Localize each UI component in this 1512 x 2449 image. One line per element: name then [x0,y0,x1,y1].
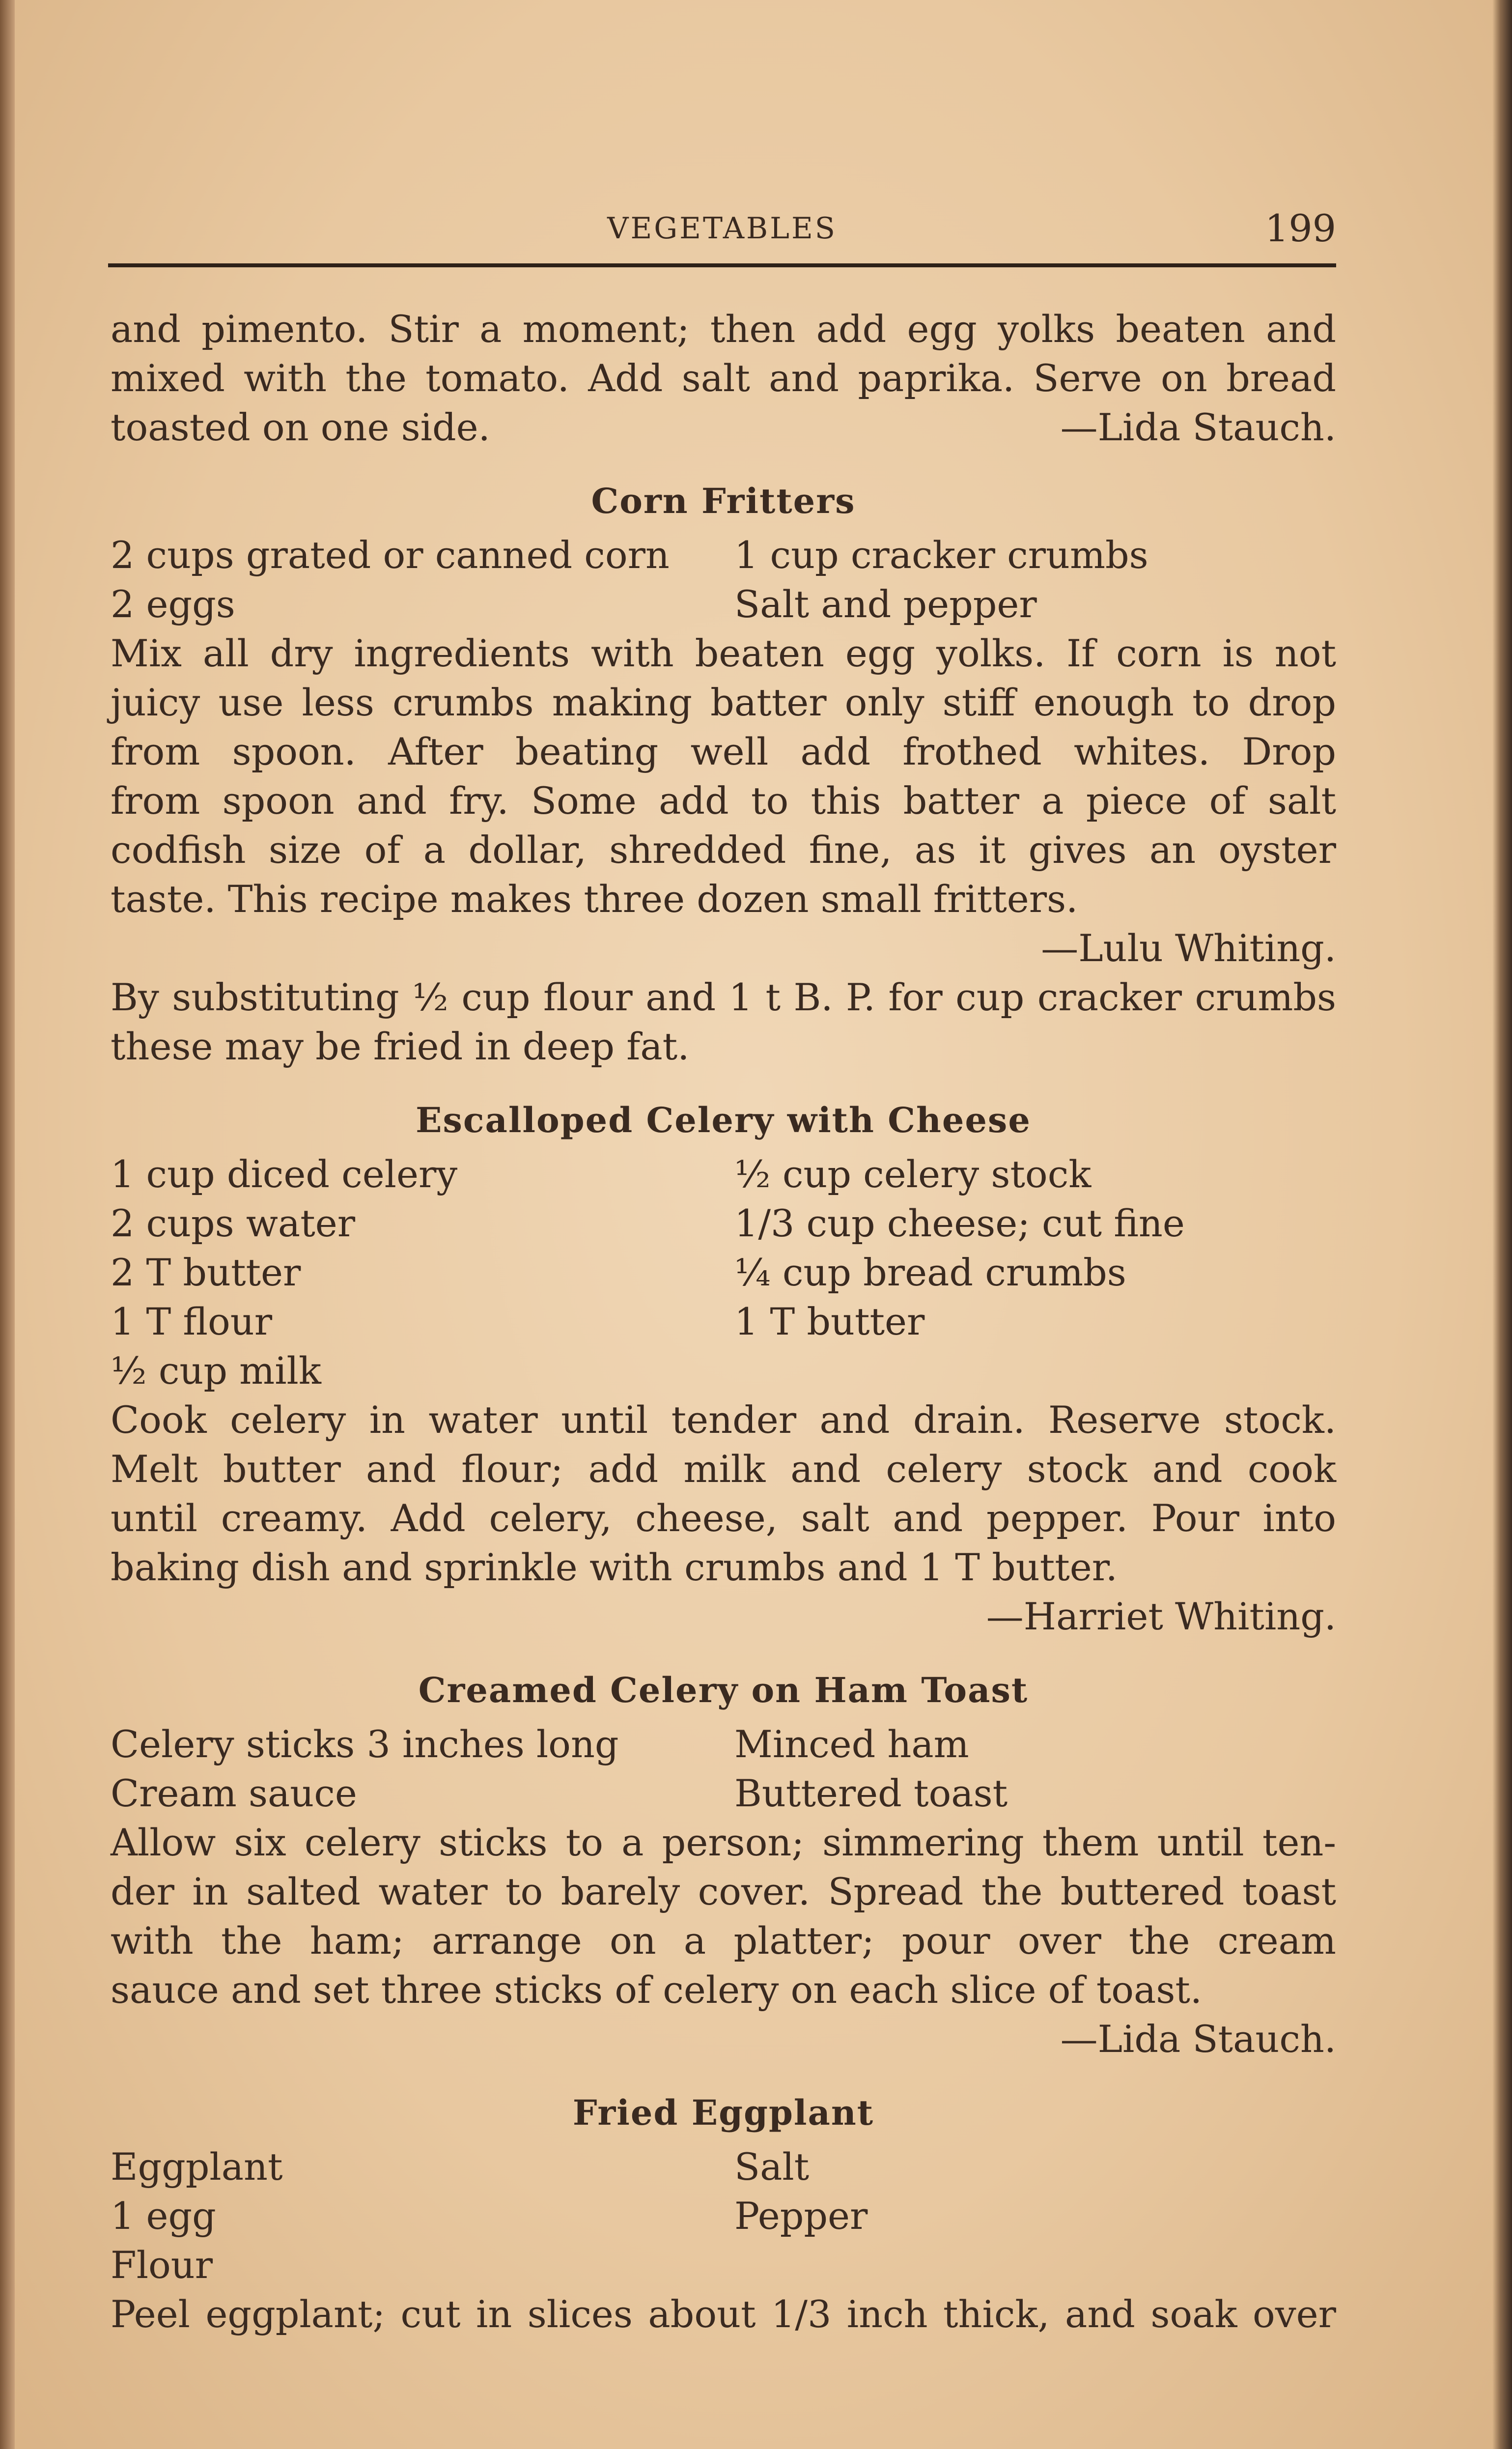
ingredient-row [111,1150,1336,1199]
text-line: from spoon and fry. Some add to this batter a piece of salt [111,779,1336,823]
page-left-edge [0,0,15,2449]
text-line: Cook celery in water until tender and drain. Reserve stock. [111,1398,1336,1442]
ingredient [734,2241,1336,2290]
recipe-title: Creamed Celery on Ham Toast [418,1670,1029,1710]
recipe-author: —Lida Stauch. [1060,405,1336,449]
ingredient: 1 T flour [111,1300,273,1343]
text-line: juicy use less crumbs making batter only stiff enough to drop [111,681,1336,724]
ingredient-row [111,531,1336,580]
text-line: der in salted water to barely cover. Spread the buttered toast [111,1870,1336,1913]
ingredient: 1/3 cup cheese; cut fine [734,1201,1185,1245]
ingredient-row [111,2241,1336,2290]
ingredient: 2 cups grated or canned corn [111,533,670,577]
ingredient: Salt and pepper [734,582,1037,626]
recipe-corn-fritters [111,477,1336,1071]
ingredient-row [111,1248,1336,1297]
ingredient: Minced ham [734,1722,969,1766]
ingredient-row [111,1199,1336,1248]
ingredient-row [111,2142,1336,2192]
running-head: VEGETABLES [607,211,837,246]
recipe-escalloped-celery [111,1096,1336,1641]
ingredient-row [111,2192,1336,2241]
ingredient-row [111,580,1336,629]
text-line: Melt butter and flour; add milk and celery stock and cook [111,1447,1336,1491]
text-line: baking dish and sprinkle with crumbs and 1 T butter. [111,1545,1118,1589]
ingredient: ½ cup milk [111,1349,321,1393]
page-content [111,305,1336,2339]
note-line: By substituting ½ cup flour and 1 t B. P. for cup cracker crumbs [111,975,1336,1019]
ingredient: Cream sauce [111,1771,357,1815]
ingredient: Buttered toast [734,1771,1008,1815]
ingredient: ¼ cup bread crumbs [734,1251,1126,1294]
ingredient: 1 egg [111,2194,216,2238]
ingredient: Salt [734,2145,810,2189]
ingredient: Eggplant [111,2145,283,2189]
ingredient: 1 T butter [734,1300,925,1343]
text-line: codfish size of a dollar, shredded fine, as it gives an oyster [111,828,1336,872]
intro-paragraph [111,305,1336,452]
recipe-author: —Lulu Whiting. [1041,926,1336,970]
text-line-with-author [111,403,1336,452]
ingredient-row [111,1346,1336,1395]
recipe-author: —Harriet Whiting. [986,1595,1336,1638]
ingredient: Celery sticks 3 inches long [111,1722,619,1766]
text-line: mixed with the tomato. Add salt and paprika. Serve on bread [111,356,1336,400]
text-line: sauce and set three sticks of celery on each slice of toast. [111,1968,1203,2012]
ingredient: ½ cup celery stock [734,1152,1092,1196]
text-line: and pimento. Stir a moment; then add egg yolks beaten and [111,307,1336,351]
ingredient-row [111,1769,1336,1818]
recipe-fried-eggplant [111,2088,1336,2339]
ingredient-row [111,1720,1336,1769]
text-line: Peel eggplant; cut in slices about 1/3 inch thick, and soak over [111,2292,1336,2336]
text-line: until creamy. Add celery, cheese, salt and pepper. Pour into [111,1496,1336,1540]
ingredient: 1 cup cracker crumbs [734,533,1148,577]
text-line: with the ham; arrange on a platter; pour over the cream [111,1919,1336,1963]
recipe-author: —Lida Stauch. [1060,2017,1336,2061]
recipe-title: Fried Eggplant [572,2092,874,2133]
text-line: taste. This recipe makes three dozen small fritters. [111,877,1078,921]
text-line: from spoon. After beating well add frothed whites. Drop [111,730,1336,773]
ingredient: Flour [111,2243,213,2287]
page-number: 199 [1264,206,1336,250]
ingredient [734,1346,1336,1395]
recipe-title: Escalloped Celery with Cheese [416,1100,1031,1140]
note-line: these may be fried in deep fat. [111,1025,690,1068]
ingredient-row [111,1297,1336,1346]
recipe-creamed-celery [111,1666,1336,2064]
ingredient: 2 eggs [111,582,235,626]
recipe-title: Corn Fritters [591,481,856,521]
text-line: toasted on one side. [111,405,490,449]
ingredient: 2 T butter [111,1251,301,1294]
ingredient: 2 cups water [111,1201,356,1245]
text-line: Mix all dry ingredients with beaten egg yolks. If corn is not [111,631,1336,675]
ingredient: 1 cup diced celery [111,1152,458,1196]
page-header [108,206,1336,265]
text-line: Allow six celery sticks to a person; simmering them until ten- [111,1821,1336,1864]
header-rule [108,263,1336,267]
ingredient: Pepper [734,2194,868,2238]
page-right-edge [1492,0,1512,2449]
